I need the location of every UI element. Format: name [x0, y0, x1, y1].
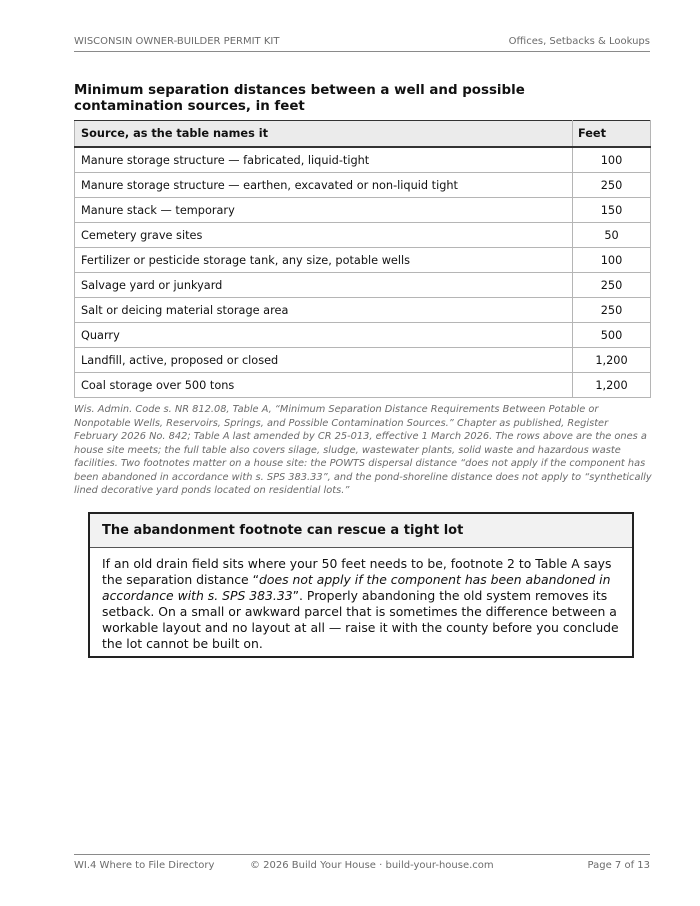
- feet-cell: 250: [573, 298, 651, 323]
- footer-section-name: WI.4 Where to File Directory: [74, 860, 215, 871]
- callout-title: The abandonment footnote can rescue a tight lot: [90, 514, 632, 548]
- source-cell: Manure storage structure — earthen, excavated or non-liquid tight: [75, 173, 573, 198]
- feet-cell: 250: [573, 173, 651, 198]
- page-header: [74, 36, 650, 52]
- feet-cell: 500: [573, 323, 651, 348]
- feet-cell: 50: [573, 223, 651, 248]
- feet-cell: 100: [573, 147, 651, 173]
- source-cell: Cemetery grave sites: [75, 223, 573, 248]
- feet-cell: 250: [573, 273, 651, 298]
- callout-body: [90, 548, 632, 652]
- separation-distance-table: [74, 120, 651, 398]
- source-cell: Quarry: [75, 323, 573, 348]
- callout-quoted-footnote: does not apply if the component has been abandoned in accordance with s. SPS 383.33: [102, 572, 611, 603]
- table-row: [75, 223, 651, 248]
- footer-page-number: Page 7 of 13: [587, 860, 650, 871]
- table-row: [75, 173, 651, 198]
- feet-cell: 1,200: [573, 373, 651, 398]
- table-row: [75, 298, 651, 323]
- table-header-row: [75, 121, 651, 148]
- table-source-caption: Wis. Admin. Code s. NR 812.08, Table A, “Minimum Separation Distance Requirements Between Potable or Nonpotable Wells, Reservoirs, Springs, and Possible Contamination Sources.” Chapter as published, Register February 2026 No. 842; Table A last amended by CR 25-013, effective 1 March 2026. The rows above are the ones a house site meets; the full table also covers silage, sludge, wastewater plants, solid waste and hazardous waste facilities. Two footnotes matter on a house site: the POWTS dispersal distance “does not apply if the component has been abandoned in accordance with s. SPS 383.33”, and the pond-shoreline distance does not apply to “synthetically lined decorative yard ponds located on residential lots.”: [74, 404, 652, 496]
- callout-text-after: ”. Properly abandoning the old system removes its setback. On a small or awkward parcel that is sometimes the difference between a workable layout and no layout at all — raise it with the county before you conclude the lot cannot be built on.: [102, 588, 619, 651]
- header-kit-title: WISCONSIN OWNER-BUILDER PERMIT KIT: [74, 36, 280, 47]
- table-row: [75, 147, 651, 173]
- source-cell: Landfill, active, proposed or closed: [75, 348, 573, 373]
- table-row: [75, 323, 651, 348]
- table-row: [75, 248, 651, 273]
- section-title: Minimum separation distances between a well and possible contamination sources, in feet: [74, 83, 525, 114]
- table-row: [75, 348, 651, 373]
- callout-text-before: If an old drain field sits where your 50 feet needs to be, footnote 2 to Table A says the separation distance “: [102, 556, 612, 587]
- feet-cell: 150: [573, 198, 651, 223]
- feet-cell: 1,200: [573, 348, 651, 373]
- table-row: [75, 273, 651, 298]
- source-cell: Salvage yard or junkyard: [75, 273, 573, 298]
- footer-copyright: © 2026 Build Your House · build-your-house.com: [250, 860, 494, 871]
- source-cell: Manure storage structure — fabricated, liquid-tight: [75, 147, 573, 173]
- table-row: [75, 373, 651, 398]
- table-row: [75, 198, 651, 223]
- feet-cell: 100: [573, 248, 651, 273]
- column-header-feet: Feet: [573, 121, 651, 148]
- page-footer: [74, 854, 650, 875]
- source-cell: Manure stack — temporary: [75, 198, 573, 223]
- column-header-source: Source, as the table names it: [75, 121, 573, 148]
- source-cell: Fertilizer or pesticide storage tank, any size, potable wells: [75, 248, 573, 273]
- source-cell: Salt or deicing material storage area: [75, 298, 573, 323]
- source-cell: Coal storage over 500 tons: [75, 373, 573, 398]
- callout-box: [88, 512, 634, 658]
- header-section-name: Offices, Setbacks & Lookups: [508, 36, 650, 47]
